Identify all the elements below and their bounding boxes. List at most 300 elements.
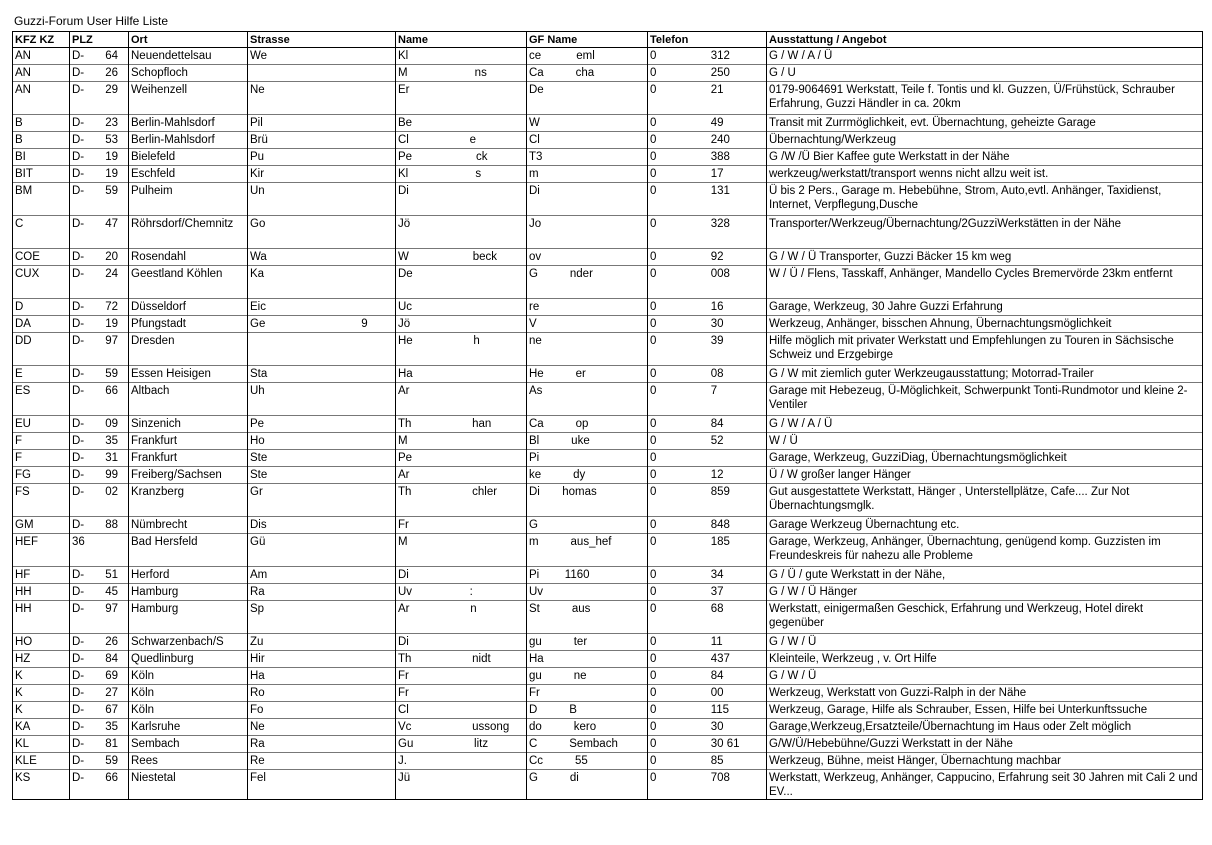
cell-telefon: 0 49 — [648, 115, 767, 132]
cell-strasse: Uh — [248, 383, 396, 416]
plz-value — [72, 569, 118, 581]
cell-gf-name: G — [527, 517, 648, 534]
plz-value — [72, 134, 118, 146]
plz-prefix: D- — [72, 368, 85, 380]
plz-number: 99 — [105, 469, 118, 481]
cell-plz — [70, 82, 129, 115]
cell-strasse: Brü — [248, 132, 396, 149]
plz-number: 45 — [105, 586, 118, 598]
plz-value — [72, 84, 118, 96]
cell-plz — [70, 183, 129, 216]
cell-ausstattung: Transporter/Werkzeug/Übernachtung/2GuzziWerkstätten in der Nähe — [767, 216, 1203, 249]
cell-kfz-kz: K — [13, 685, 70, 702]
cell-gf-name: Ca cha — [527, 65, 648, 82]
cell-ort: Düsseldorf — [129, 299, 248, 316]
cell-plz — [70, 753, 129, 770]
cell-kfz-kz: E — [13, 366, 70, 383]
cell-name: M — [396, 534, 527, 567]
plz-value — [72, 687, 118, 699]
plz-number: 67 — [105, 704, 118, 716]
cell-kfz-kz: BI — [13, 149, 70, 166]
table-row — [13, 534, 1203, 567]
plz-number: 66 — [105, 385, 118, 397]
cell-gf-name: Fr — [527, 685, 648, 702]
plz-prefix: D- — [72, 385, 85, 397]
column-header-name: Name — [396, 32, 527, 48]
plz-value — [72, 603, 118, 615]
cell-kfz-kz: KS — [13, 770, 70, 800]
cell-kfz-kz: KA — [13, 719, 70, 736]
cell-name: Th chler — [396, 484, 527, 517]
plz-value — [72, 335, 118, 347]
table-row — [13, 467, 1203, 484]
cell-strasse: Pu — [248, 149, 396, 166]
table-row — [13, 584, 1203, 601]
cell-ausstattung: G / U — [767, 65, 1203, 82]
cell-ausstattung: Garage,Werkzeug,Ersatzteile/Übernachtung im Haus oder Zelt möglich — [767, 719, 1203, 736]
cell-strasse: Gü — [248, 534, 396, 567]
cell-plz — [70, 433, 129, 450]
cell-plz — [70, 517, 129, 534]
cell-ort: Dresden — [129, 333, 248, 366]
plz-number: 24 — [105, 268, 118, 280]
cell-name: Jö — [396, 216, 527, 249]
cell-ausstattung: Ü / W großer langer Hänger — [767, 467, 1203, 484]
cell-ort: Frankfurt — [129, 450, 248, 467]
cell-gf-name: ce eml — [527, 48, 648, 65]
cell-name: Vc ussong — [396, 719, 527, 736]
cell-strasse: Ra — [248, 736, 396, 753]
cell-telefon: 0 240 — [648, 132, 767, 149]
cell-kfz-kz: DD — [13, 333, 70, 366]
cell-telefon: 0 312 — [648, 48, 767, 65]
plz-number: 64 — [105, 50, 118, 62]
plz-prefix: D- — [72, 151, 85, 163]
plz-value — [72, 385, 118, 397]
cell-telefon: 0 7 — [648, 383, 767, 416]
cell-telefon: 0 437 — [648, 651, 767, 668]
table-row — [13, 433, 1203, 450]
header-row — [13, 32, 1203, 48]
cell-kfz-kz: HH — [13, 584, 70, 601]
cell-strasse: Am — [248, 567, 396, 584]
cell-gf-name: Jo — [527, 216, 648, 249]
cell-ort: Schwarzenbach/S — [129, 634, 248, 651]
cell-strasse: Ste — [248, 450, 396, 467]
cell-strasse: Go — [248, 216, 396, 249]
cell-gf-name: Bl uke — [527, 433, 648, 450]
cell-ort: Hamburg — [129, 584, 248, 601]
cell-telefon: 0 30 61 — [648, 736, 767, 753]
cell-ausstattung: Kleinteile, Werkzeug , v. Ort Hilfe — [767, 651, 1203, 668]
cell-kfz-kz: AN — [13, 65, 70, 82]
cell-plz — [70, 149, 129, 166]
plz-value — [72, 469, 118, 481]
cell-strasse: We — [248, 48, 396, 65]
plz-number: 31 — [105, 452, 118, 464]
plz-value — [72, 368, 118, 380]
table-row — [13, 333, 1203, 366]
plz-value — [72, 268, 118, 280]
cell-ort: Geestland Köhlen — [129, 266, 248, 299]
plz-value — [72, 168, 118, 180]
plz-number: 84 — [105, 653, 118, 665]
cell-gf-name: Cl — [527, 132, 648, 149]
cell-strasse: Ro — [248, 685, 396, 702]
cell-ort: Köln — [129, 668, 248, 685]
cell-kfz-kz: COE — [13, 249, 70, 266]
plz-number: 27 — [105, 687, 118, 699]
cell-telefon: 0 39 — [648, 333, 767, 366]
cell-gf-name: St aus — [527, 601, 648, 634]
plz-number: 26 — [105, 636, 118, 648]
column-header-strasse: Strasse — [248, 32, 396, 48]
cell-kfz-kz: HZ — [13, 651, 70, 668]
column-header-telefon: Telefon — [648, 32, 767, 48]
table-row — [13, 753, 1203, 770]
plz-prefix: D- — [72, 636, 85, 648]
plz-value — [72, 318, 118, 330]
plz-value — [72, 670, 118, 682]
cell-ort: Nümbrecht — [129, 517, 248, 534]
cell-ausstattung: G /W /Ü Bier Kaffee gute Werkstatt in der Nähe — [767, 149, 1203, 166]
cell-telefon: 0 328 — [648, 216, 767, 249]
cell-kfz-kz: HO — [13, 634, 70, 651]
table-row — [13, 149, 1203, 166]
cell-plz — [70, 668, 129, 685]
cell-name: W beck — [396, 249, 527, 266]
cell-name: M ns — [396, 65, 527, 82]
cell-ausstattung: G / W / A / Ü — [767, 416, 1203, 433]
cell-ausstattung: G/W/Ü/Hebebühne/Guzzi Werkstatt in der Nähe — [767, 736, 1203, 753]
plz-number: 35 — [105, 721, 118, 733]
cell-telefon: 0 859 — [648, 484, 767, 517]
cell-gf-name: gu ne — [527, 668, 648, 685]
cell-telefon: 0 — [648, 450, 767, 467]
cell-strasse: Ha — [248, 668, 396, 685]
table-row — [13, 770, 1203, 800]
plz-value — [72, 738, 118, 750]
cell-ausstattung: Übernachtung/Werkzeug — [767, 132, 1203, 149]
cell-ort: Essen Heisigen — [129, 366, 248, 383]
cell-telefon: 0 92 — [648, 249, 767, 266]
plz-number: 69 — [105, 670, 118, 682]
plz-prefix: 36 — [72, 536, 85, 548]
cell-plz — [70, 316, 129, 333]
cell-ausstattung: Werkzeug, Anhänger, bisschen Ahnung, Übernachtungsmöglichkeit — [767, 316, 1203, 333]
cell-kfz-kz: CUX — [13, 266, 70, 299]
cell-telefon: 0 34 — [648, 567, 767, 584]
cell-gf-name: T3 — [527, 149, 648, 166]
cell-name: Kl s — [396, 166, 527, 183]
cell-plz — [70, 333, 129, 366]
cell-gf-name: ne — [527, 333, 648, 366]
cell-strasse: Ste — [248, 467, 396, 484]
cell-telefon: 0 848 — [648, 517, 767, 534]
cell-plz — [70, 651, 129, 668]
cell-gf-name: Di homas — [527, 484, 648, 517]
column-header-gf-name: GF Name — [527, 32, 648, 48]
cell-plz — [70, 366, 129, 383]
cell-plz — [70, 383, 129, 416]
plz-number: 02 — [105, 486, 118, 498]
table-row — [13, 702, 1203, 719]
cell-name: Ar n — [396, 601, 527, 634]
cell-strasse: Pe — [248, 416, 396, 433]
cell-plz — [70, 166, 129, 183]
cell-name: Ha — [396, 366, 527, 383]
cell-name: Ar — [396, 467, 527, 484]
plz-prefix: D- — [72, 519, 85, 531]
cell-gf-name: do kero — [527, 719, 648, 736]
cell-ausstattung: G / W mit ziemlich guter Werkzeugausstattung; Motorrad-Trailer — [767, 366, 1203, 383]
cell-plz — [70, 132, 129, 149]
plz-number: 29 — [105, 84, 118, 96]
plz-prefix: D- — [72, 84, 85, 96]
cell-plz — [70, 584, 129, 601]
table-row — [13, 48, 1203, 65]
plz-number: 66 — [105, 772, 118, 784]
cell-ort: Sembach — [129, 736, 248, 753]
cell-telefon: 0 21 — [648, 82, 767, 115]
plz-number: 35 — [105, 435, 118, 447]
cell-gf-name: Uv — [527, 584, 648, 601]
cell-ort: Röhrsdorf/Chemnitz — [129, 216, 248, 249]
cell-ort: Schopfloch — [129, 65, 248, 82]
plz-number: 81 — [105, 738, 118, 750]
table-row — [13, 567, 1203, 584]
cell-ausstattung: Garage, Werkzeug, GuzziDiag, Übernachtungsmöglichkeit — [767, 450, 1203, 467]
plz-number: 59 — [105, 755, 118, 767]
cell-ausstattung: Werkstatt, Werkzeug, Anhänger, Cappucino, Erfahrung seit 30 Jahren mit Cali 2 und EV... — [767, 770, 1203, 800]
plz-prefix: D- — [72, 185, 85, 197]
cell-plz — [70, 115, 129, 132]
cell-kfz-kz: HEF — [13, 534, 70, 567]
table-row — [13, 601, 1203, 634]
cell-strasse: Sp — [248, 601, 396, 634]
cell-ausstattung: G / W / Ü Transporter, Guzzi Bäcker 15 km weg — [767, 249, 1203, 266]
cell-strasse: Ka — [248, 266, 396, 299]
cell-ort: Eschfeld — [129, 166, 248, 183]
cell-ort: Weihenzell — [129, 82, 248, 115]
cell-ausstattung: W / Ü / Flens, Tasskaff, Anhänger, Mandello Cycles Bremervörde 23km entfernt — [767, 266, 1203, 299]
cell-plz — [70, 685, 129, 702]
cell-plz — [70, 634, 129, 651]
plz-prefix: D- — [72, 268, 85, 280]
plz-prefix: D- — [72, 50, 85, 62]
cell-plz — [70, 48, 129, 65]
cell-ausstattung: Garage Werkzeug Übernachtung etc. — [767, 517, 1203, 534]
column-header-kfz: KFZ KZ — [13, 32, 70, 48]
cell-name: Di — [396, 634, 527, 651]
cell-kfz-kz: AN — [13, 48, 70, 65]
cell-strasse: Sta — [248, 366, 396, 383]
cell-telefon: 0 08 — [648, 366, 767, 383]
cell-strasse: Dis — [248, 517, 396, 534]
cell-ort: Pfungstadt — [129, 316, 248, 333]
plz-number: 97 — [105, 335, 118, 347]
cell-kfz-kz: GM — [13, 517, 70, 534]
cell-gf-name: De — [527, 82, 648, 115]
cell-gf-name: D B — [527, 702, 648, 719]
cell-plz — [70, 702, 129, 719]
table-row — [13, 685, 1203, 702]
table-row — [13, 651, 1203, 668]
cell-name: Uv : — [396, 584, 527, 601]
cell-ausstattung: W / Ü — [767, 433, 1203, 450]
table-row — [13, 266, 1203, 299]
cell-plz — [70, 249, 129, 266]
cell-telefon: 0 37 — [648, 584, 767, 601]
cell-ausstattung: G / W / Ü — [767, 668, 1203, 685]
plz-number: 51 — [105, 569, 118, 581]
table-row — [13, 517, 1203, 534]
plz-number: 59 — [105, 185, 118, 197]
cell-kfz-kz: EU — [13, 416, 70, 433]
cell-telefon: 0 008 — [648, 266, 767, 299]
cell-telefon: 0 12 — [648, 467, 767, 484]
table-row — [13, 316, 1203, 333]
cell-strasse: Un — [248, 183, 396, 216]
cell-kfz-kz: HF — [13, 567, 70, 584]
cell-name: Er — [396, 82, 527, 115]
cell-name: Th nidt — [396, 651, 527, 668]
cell-name: Uc — [396, 299, 527, 316]
plz-value — [72, 67, 118, 79]
cell-ort: Bielefeld — [129, 149, 248, 166]
cell-strasse: Pil — [248, 115, 396, 132]
cell-name: Jü — [396, 770, 527, 800]
table-row — [13, 668, 1203, 685]
table-row — [13, 166, 1203, 183]
plz-prefix: D- — [72, 586, 85, 598]
cell-ort: Neuendettelsau — [129, 48, 248, 65]
cell-ort: Frankfurt — [129, 433, 248, 450]
cell-ausstattung: G / Ü / gute Werkstatt in der Nähe, — [767, 567, 1203, 584]
cell-plz — [70, 534, 129, 567]
cell-ort: Berlin-Mahlsdorf — [129, 115, 248, 132]
cell-strasse: Fel — [248, 770, 396, 800]
plz-prefix: D- — [72, 670, 85, 682]
plz-number: 72 — [105, 301, 118, 313]
cell-plz — [70, 736, 129, 753]
plz-prefix: D- — [72, 721, 85, 733]
cell-name: J. — [396, 753, 527, 770]
cell-gf-name: Cc 55 — [527, 753, 648, 770]
cell-kfz-kz: HH — [13, 601, 70, 634]
cell-strasse: Fo — [248, 702, 396, 719]
plz-value — [72, 452, 118, 464]
cell-gf-name: As — [527, 383, 648, 416]
plz-value — [72, 185, 118, 197]
plz-value — [72, 721, 118, 733]
table-row — [13, 82, 1203, 115]
cell-plz — [70, 484, 129, 517]
cell-name: Kl — [396, 48, 527, 65]
cell-ort: Altbach — [129, 383, 248, 416]
cell-strasse: Ho — [248, 433, 396, 450]
cell-telefon: 0 30 — [648, 316, 767, 333]
cell-ort: Pulheim — [129, 183, 248, 216]
cell-ausstattung: Garage, Werkzeug, 30 Jahre Guzzi Erfahrung — [767, 299, 1203, 316]
plz-prefix: D- — [72, 486, 85, 498]
plz-number: 88 — [105, 519, 118, 531]
cell-plz — [70, 467, 129, 484]
table-row — [13, 736, 1203, 753]
column-header-plz: PLZ — [70, 32, 129, 48]
plz-prefix: D- — [72, 469, 85, 481]
plz-number: 97 — [105, 603, 118, 615]
plz-value — [72, 586, 118, 598]
cell-ort: Freiberg/Sachsen — [129, 467, 248, 484]
cell-strasse — [248, 65, 396, 82]
cell-strasse: Re — [248, 753, 396, 770]
cell-gf-name: m aus_hef — [527, 534, 648, 567]
table-row — [13, 216, 1203, 249]
cell-kfz-kz: D — [13, 299, 70, 316]
plz-value — [72, 117, 118, 129]
cell-strasse: Ne — [248, 82, 396, 115]
plz-value — [72, 536, 118, 548]
cell-telefon: 0 131 — [648, 183, 767, 216]
table-row — [13, 416, 1203, 433]
cell-telefon: 0 115 — [648, 702, 767, 719]
plz-value — [72, 435, 118, 447]
cell-name: De — [396, 266, 527, 299]
plz-value — [72, 772, 118, 784]
cell-strasse: Ne — [248, 719, 396, 736]
plz-number: 23 — [105, 117, 118, 129]
plz-value — [72, 636, 118, 648]
plz-prefix: D- — [72, 687, 85, 699]
cell-name: Pe ck — [396, 149, 527, 166]
table-row — [13, 299, 1203, 316]
plz-prefix: D- — [72, 653, 85, 665]
plz-prefix: D- — [72, 301, 85, 313]
plz-prefix: D- — [72, 738, 85, 750]
cell-name: Th han — [396, 416, 527, 433]
cell-strasse: Eic — [248, 299, 396, 316]
cell-plz — [70, 450, 129, 467]
cell-name: Di — [396, 183, 527, 216]
cell-ort: Hamburg — [129, 601, 248, 634]
cell-gf-name: re — [527, 299, 648, 316]
cell-ort: Bad Hersfeld — [129, 534, 248, 567]
plz-value — [72, 251, 118, 263]
cell-kfz-kz: AN — [13, 82, 70, 115]
cell-telefon: 0 708 — [648, 770, 767, 800]
cell-kfz-kz: B — [13, 132, 70, 149]
plz-prefix: D- — [72, 168, 85, 180]
cell-gf-name: V — [527, 316, 648, 333]
cell-gf-name: C Sembach — [527, 736, 648, 753]
cell-name: Di — [396, 567, 527, 584]
plz-number: 19 — [105, 168, 118, 180]
cell-kfz-kz: FG — [13, 467, 70, 484]
cell-ort: Quedlinburg — [129, 651, 248, 668]
plz-prefix: D- — [72, 218, 85, 230]
cell-ort: Herford — [129, 567, 248, 584]
cell-gf-name: ov — [527, 249, 648, 266]
cell-gf-name: ke dy — [527, 467, 648, 484]
cell-telefon: 0 85 — [648, 753, 767, 770]
cell-plz — [70, 719, 129, 736]
cell-gf-name: m — [527, 166, 648, 183]
plz-prefix: D- — [72, 452, 85, 464]
cell-gf-name: Pi 1160 — [527, 567, 648, 584]
plz-prefix: D- — [72, 335, 85, 347]
cell-name: M — [396, 433, 527, 450]
